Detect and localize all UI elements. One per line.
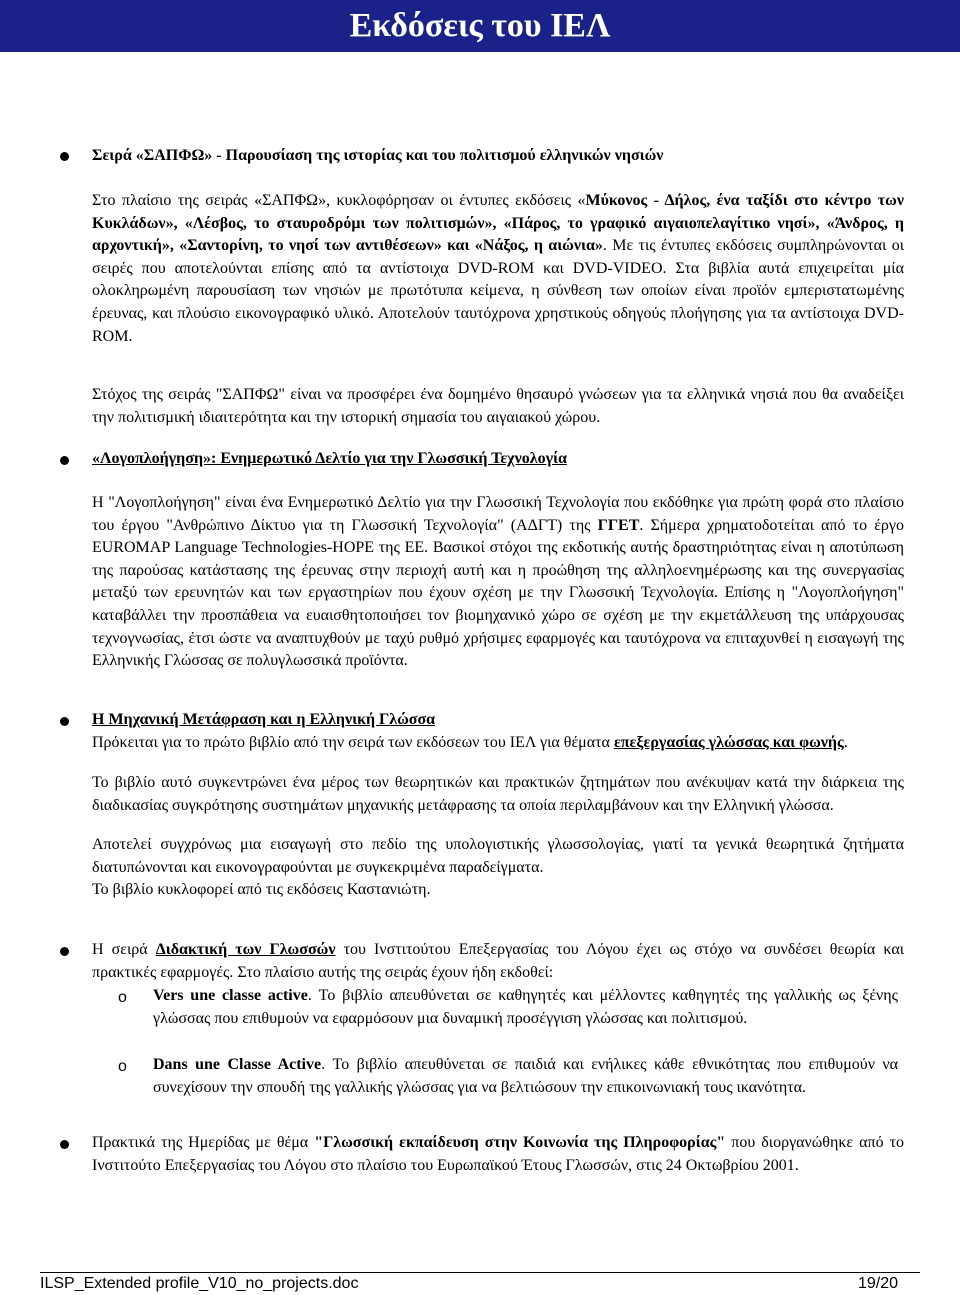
- mt-paragraph-4: Το βιβλίο κυκλοφορεί από τις εκδόσεις Καστανιώτη.: [92, 881, 431, 898]
- sapfo-paragraph-2: Στόχος της σειράς "ΣΑΠΦΩ" είναι να προσφέρει ένα δομημένο θησαυρό γνώσεων για τα ελληνικά νησιά που θα αναδείξει την πολιτισμική ιδιαιτερότητα και την ιστορική σημασία του αιγαιακού χώρου.: [92, 386, 904, 426]
- page-header: [0, 0, 960, 52]
- bullet-icon: [60, 947, 69, 956]
- bullet-icon: [60, 456, 69, 465]
- sapfo-paragraph-1: Στο πλαίσιο της σειράς «ΣΑΠΦΩ», κυκλοφόρησαν οι έντυπες εκδόσεις «Μύκονος - Δήλος, ένα ταξίδι στο κέντρο των Κυκλάδων», «Λέσβος, το σταυροδρόμι των πολιτισμών», «Πάρος, το γραφικό αιγαιοπελαγίτικο νησί», «Άνδρος, η αρχοντική», «Σαντορίνη, το νησί των αντιθέσεων» και «Νάξος, η αιώνια». Με τις έντυπες εκδόσεις συμπληρώνονται οι σειρές που αποτελούνται επίσης από τα αντίστοιχα DVD-ROM και DVD-VIDEO. Στα βιβλία αυτά επιχειρείται μία ολοκληρωμένη παρουσίαση των νησιών με πρωτότυπα κείμενα, η σύνθεση των οποίων είναι προϊόν εμπεριστατωμένης έρευνας, και πλούσιο εικονογραφικό υλικό. Αποτελούν ταυτόχρονα χρηστικούς οδηγούς πλοήγησης για τα αντίστοιχα DVD-ROM.: [92, 192, 905, 345]
- section-title-logoploigisi: «Λογοπλοήγηση»: Ενημερωτικό Δελτίο για την Γλωσσική Τεχνολογία: [92, 450, 567, 467]
- list-marker: o: [118, 1058, 127, 1075]
- mt-paragraph-3: Αποτελεί συγχρόνως μια εισαγωγή στο πεδίο της υπολογιστικής γλωσσολογίας, γιατί τα γενικά θεωρητικά ζητήματα διατυπώνονται και εικονογραφούνται με συγκεκριμένα παραδείγματα.: [92, 836, 904, 876]
- page-title: Εκδόσεις του ΙΕΛ: [349, 7, 611, 44]
- bullet-icon: [60, 717, 69, 726]
- mt-paragraph-2: Το βιβλίο αυτό συγκεντρώνει ένα μέρος των θεωρητικών και πρακτικών ζητημάτων που ανέκυψαν κατά την διάρκεια της διαδικασίας συγκρότησης συστημάτων μηχανικής μετάφρασης τα οποία περιλαμβάνουν και την Ελληνική γλώσσα.: [92, 774, 904, 814]
- section-title-sapfo: Σειρά «ΣΑΠΦΩ» - Παρουσίαση της ιστορίας και του πολιτισμού ελληνικών νησιών: [92, 147, 664, 164]
- footer-divider: [40, 1272, 920, 1273]
- mt-paragraph-1: Πρόκειται για το πρώτο βιβλίο από την σειρά των εκδόσεων του ΙΕΛ για θέματα επεξεργασίας γλώσσας και φωνής.: [92, 734, 848, 751]
- bullet-icon: [60, 1140, 69, 1149]
- book-dans-une-classe-active: Dans une Classe Active. Το βιβλίο απευθύνεται σε παιδιά και ενήλικες κάθε εθνικότητας που επιθυμούν να συνεχίσουν την σπουδή της γαλλικής γλώσσας για να βελτιώσουν την επικοινωνιακή τους ικανότητα.: [153, 1056, 899, 1096]
- section-title-machine-translation: Η Μηχανική Μετάφραση και η Ελληνική Γλώσσα: [92, 711, 436, 728]
- didaktiki-paragraph: Η σειρά Διδακτική των Γλωσσών του Ινστιτούτου Επεξεργασίας του Λόγου έχει ως στόχο να συνδέσει θεωρία και πρακτικές εφαρμογές. Στο πλαίσιο αυτής της σειράς έχουν ήδη εκδοθεί:: [92, 941, 905, 981]
- footer-filename: ILSP_Extended profile_V10_no_projects.doc: [40, 1275, 359, 1292]
- footer-page-number: 19/20: [857, 1275, 898, 1292]
- praktika-paragraph: Πρακτικά της Ημερίδας με θέμα "Γλωσσική εκπαίδευση στην Κοινωνία της Πληροφορίας" που διοργανώθηκε από το Ινστιτούτο Επεξεργασίας του Λόγου στο πλαίσιο του Ευρωπαϊκού Έτους Γλωσσών, στις 24 Οκτωβρίου 2001.: [92, 1134, 905, 1174]
- list-marker: o: [118, 989, 127, 1006]
- bullet-icon: [60, 152, 69, 161]
- book-vers-une-classe-active: Vers une classe active. Το βιβλίο απευθύνεται σε καθηγητές και μέλλοντες καθηγητές της γαλλικής ως ξένης γλώσσας που επιθυμούν να εφαρμόσουν μια δυναμική προσέγγιση γλώσσας και πολιτισμού.: [153, 987, 898, 1027]
- logoploigisi-paragraph: Η "Λογοπλοήγηση" είναι ένα Ενημερωτικό Δελτίο για την Γλωσσική Τεχνολογία που εκδόθηκε για πρώτη φορά στο πλαίσιο του έργου "Ανθρώπινο Δίκτυο για τη Γλωσσική Τεχνολογία" (ΑΔΓΤ) της ΓΓΕΤ. Σήμερα χρηματοδοτείται από το έργο EUROMAP Language Technologies-HOPE της ΕΕ. Βασικοί στόχοι της εκδοτικής αυτής δραστηριότητας είναι η αποτύπωση της παρούσας κατάστασης της έρευνας στην περιοχή αυτή και η προώθηση της αλληλοενημέρωσης και της συνεργασίας μεταξύ των ερευνητών και των εργαστηρίων που έχουν σχέση με την Γλωσσική Τεχνολογία. Επίσης η "Λογοπλοήγηση" καταβάλλει την προσπάθεια να ευαισθητοποιήσει τον βιομηχανικό χώρο σε σχέση με την εκμετάλλευση της υπάρχουσας τεχνογνωσίας, έτσι ώστε να αναπτυχθούν με ταχύ ρυθμό χρήσιμες εφαρμογές και ταυτόχρονα να επιταχυνθεί η εισαγωγή της Ελληνικής Γλώσσας σε πολυγλωσσικά προϊόντα.: [92, 494, 904, 670]
